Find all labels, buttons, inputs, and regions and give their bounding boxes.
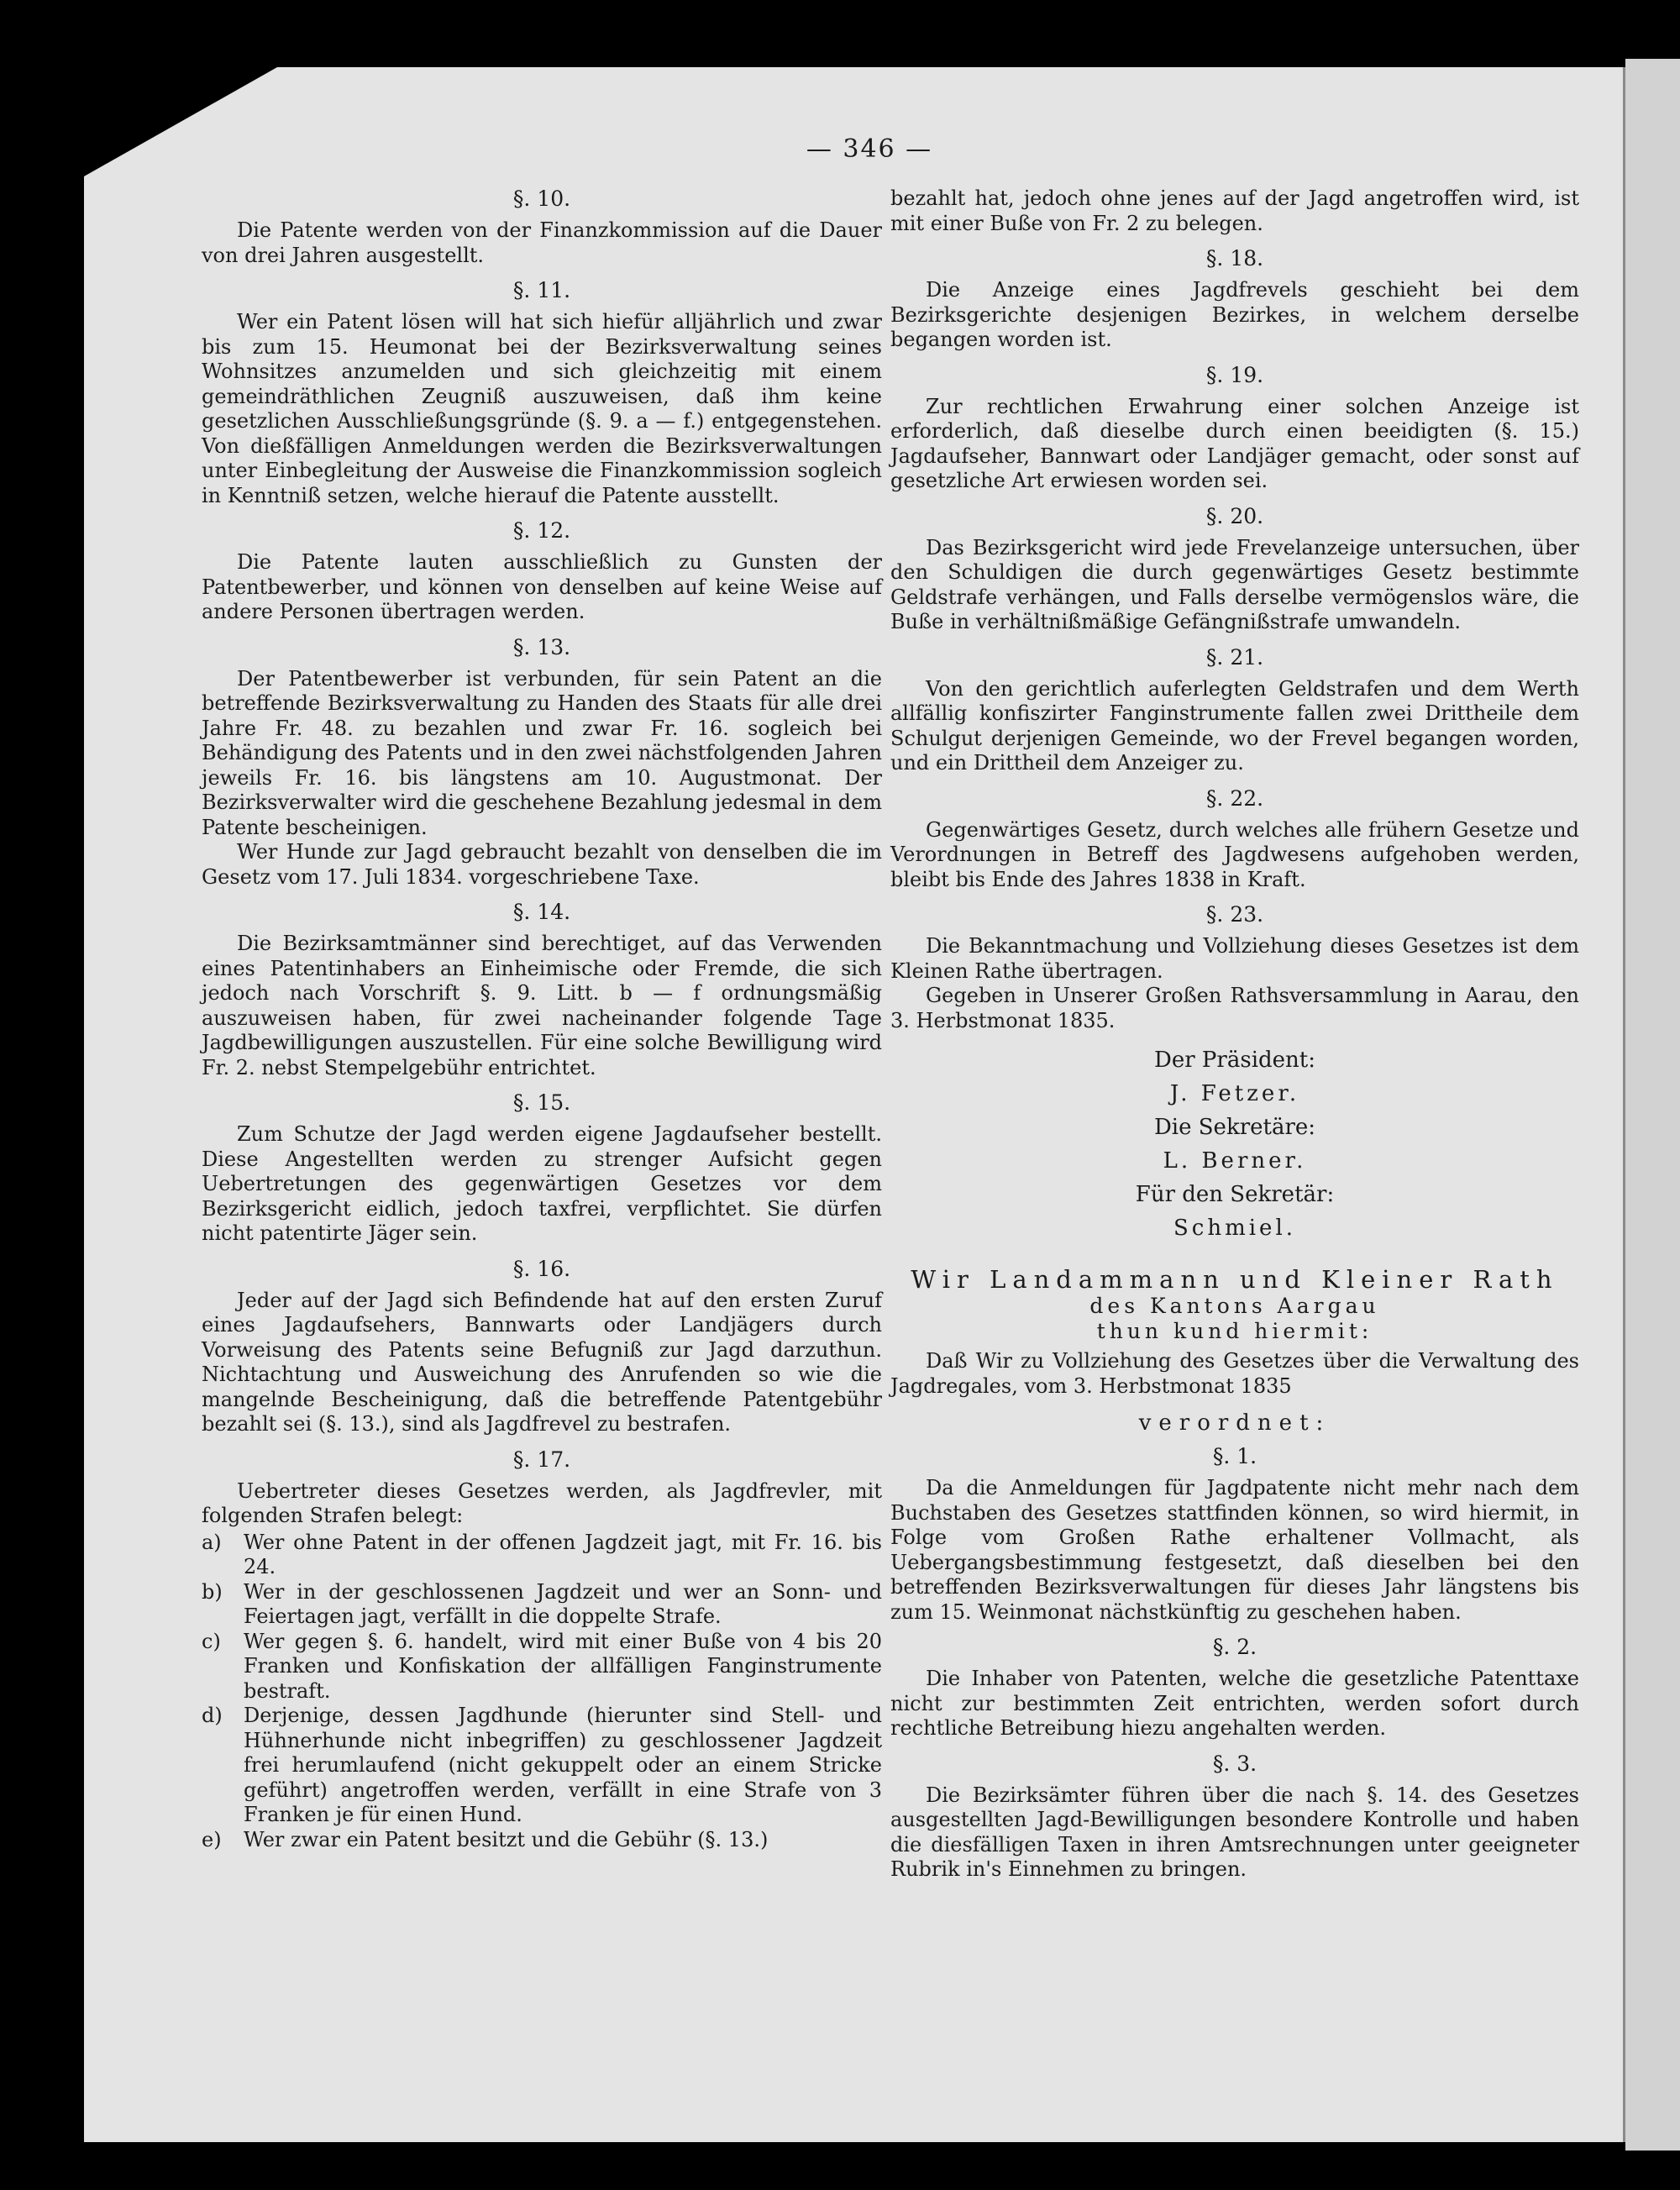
list-item bbox=[202, 1704, 882, 1828]
list-text: Wer ohne Patent in der offenen Jagdzeit jagt, mit Fr. 16. bis 24. bbox=[244, 1530, 882, 1578]
list-text: Wer gegen §. 6. handelt, wird mit einer Buße von 4 bis 20 Franken und Konfiskation der allfälligen Fanginstrumente bestraft. bbox=[244, 1629, 882, 1703]
secretary-name: L. Berner. bbox=[1163, 1148, 1307, 1174]
list-item bbox=[202, 1828, 882, 1853]
list-text: Wer in der geschlossenen Jagdzeit und wer an Sonn- und Feiertagen jagt, verfällt in die doppelte Strafe. bbox=[244, 1579, 882, 1628]
section-heading: §. 2. bbox=[1212, 1635, 1257, 1659]
section-heading: §. 22. bbox=[1205, 785, 1264, 811]
section-text: Zum Schutze der Jagd werden eigene Jagdaufseher bestellt. Diese Angestellten werden zu strenger Aufsicht gegen Uebertretungen des gegenwärtigen Gesetzes vor dem Bezirksgericht eidlich, jedoch taxfrei, verpflichtet. Sie dürfen nicht patentirte Jäger sein. bbox=[202, 1122, 882, 1245]
section-heading: §. 14. bbox=[512, 900, 571, 924]
section-heading: §. 1. bbox=[1212, 1444, 1257, 1468]
given-statement: Gegeben in Unserer Großen Rathsversammlung in Aarau, den 3. Herbstmonat 1835. bbox=[890, 984, 1579, 1032]
section-heading: §. 13. bbox=[512, 634, 571, 659]
for-secretary-name: Schmiel. bbox=[1173, 1216, 1297, 1241]
section-text: Die Patente werden von der Finanzkommission auf die Dauer von drei Jahren ausgestellt. bbox=[202, 218, 882, 267]
section-text: Der Patentbewerber ist verbunden, für sein Patent an die betreffende Bezirksverwaltung zu Handen des Staats für alle drei Jahre Fr. 48. zu bezahlen und zwar Fr. 16. sogleich bei Behändigung des Patents und in den zwei nächstfolgenden Jahren jeweils Fr. 16. bis längstens am 10. Augustmonat. Der Bezirksverwalter wird die geschehene Bezahlung jedesmal in dem Patente bescheinigen. bbox=[202, 666, 882, 839]
list-text: Derjenige, dessen Jagdhunde (hierunter sind Stell- und Hühnerhunde nicht inbegriffen) zu geschlossener Jagdzeit frei herumlaufend (nicht gekuppelt oder an einem Stricke geführt) angetroffen werden, verfällt in eine Strafe von 3 Franken je für einen Hund. bbox=[244, 1704, 882, 1826]
list-label: c) bbox=[202, 1629, 221, 1653]
list-label: a) bbox=[202, 1530, 222, 1554]
list-label: e) bbox=[202, 1827, 222, 1851]
list-label: b) bbox=[202, 1579, 223, 1604]
section-heading: §. 15. bbox=[512, 1090, 571, 1115]
left-column bbox=[202, 186, 882, 1862]
list-label: d) bbox=[202, 1704, 223, 1727]
page-edge-line bbox=[1623, 67, 1625, 2142]
section-text: Uebertreter dieses Gesetzes werden, als Jagdfrevler, mit folgenden Strafen belegt: bbox=[202, 1478, 882, 1527]
section-heading: §. 16. bbox=[512, 1256, 571, 1281]
section-heading: §. 17. bbox=[512, 1447, 571, 1472]
section-text: Das Bezirksgericht wird jede Frevelanzeige untersuchen, über den Schuldigen die durch gegenwärtiges Gesetz bestimmte Geldstrafe verhängen, und Falls derselbe vermögenslos wäre, die Buße in verhältnißmäßige Gefängnißstrafe umwandeln. bbox=[890, 535, 1579, 633]
section-heading: §. 11. bbox=[512, 278, 571, 302]
secretaries-title: Die Sekretäre: bbox=[1153, 1115, 1316, 1140]
section-text: Die Bezirksamtmänner sind berechtiget, auf das Verwenden eines Patentinhabers an Einheimische oder Fremde, die sich jedoch nach Vorschrift §. 9. Litt. b — f ordnungsmäßig auszuweisen haben, für zwei nacheinander folgende Tage Jagdbewilligungen auszustellen. Für eine solche Bewilligung wird Fr. 2. nebst Stempelgebühr entrichtet. bbox=[202, 932, 882, 1079]
decree-subheading: des Kantons Aargau bbox=[1089, 1294, 1380, 1318]
section-text: Wer ein Patent lösen will hat sich hiefür alljährlich und zwar bis zum 15. Heumonat bei der Bezirksverwaltung seines Wohnsitzes anzumelden und sich gleichzeitig mit einem gemeindräthlichen Zeugniß auszuweisen, daß ihm keine gesetzlichen Ausschließungsgründe (§. 9. a — f.) entgegenstehen. Von dießfälligen Anmeldungen werden die Bezirksverwaltungen unter Einbegleitung der Ausweise die Finanzkommission sogleich in Kenntniß setzen, welche hierauf die Patente ausstellt. bbox=[202, 310, 882, 507]
section-text: bezahlt hat, jedoch ohne jenes auf der Jagd angetroffen wird, ist mit einer Buße von Fr. 2 zu belegen. bbox=[890, 186, 1579, 235]
section-heading: §. 10. bbox=[512, 186, 571, 211]
torn-corner bbox=[84, 67, 277, 176]
section-text: Die Anzeige eines Jagdfrevels geschieht bei dem Bezirksgerichte desjenigen Bezirkes, in welchem derselbe begangen worden ist. bbox=[890, 278, 1579, 351]
decree-heading: Wir Landammann und Kleiner Rath bbox=[911, 1265, 1559, 1294]
section-text: Die Inhaber von Patenten, welche die gesetzliche Patenttaxe nicht zur bestimmten Zeit entrichten, werden sofort durch rechtliche Betreibung hiezu angehalten werden. bbox=[890, 1667, 1579, 1740]
list-item bbox=[202, 1531, 882, 1580]
section-heading: §. 3. bbox=[1212, 1751, 1257, 1776]
section-heading: §. 12. bbox=[512, 518, 571, 543]
section-heading: §. 19. bbox=[1205, 362, 1264, 387]
next-page-edge bbox=[1625, 59, 1680, 2151]
section-heading: §. 21. bbox=[1205, 644, 1264, 670]
section-text: Die Patente lauten ausschließlich zu Gunsten der Patentbewerber, und können von denselben auf keine Weise auf andere Personen übertragen werden. bbox=[202, 550, 882, 623]
president-name: J. Fetzer. bbox=[1169, 1081, 1300, 1106]
decree-verordnet: verordnet: bbox=[1138, 1410, 1331, 1436]
section-text: Die Bekanntmachung und Vollziehung dieses Gesetzes ist dem Kleinen Rathe übertragen. bbox=[890, 934, 1579, 983]
page-number: — 346 — bbox=[806, 134, 933, 164]
list-item bbox=[202, 1630, 882, 1704]
decree-subheading: thun kund hiermit: bbox=[1096, 1319, 1373, 1343]
penalty-list bbox=[202, 1531, 882, 1853]
section-text: Wer Hunde zur Jagd gebraucht bezahlt von denselben die im Gesetz vom 17. Juli 1834. vorgeschriebene Taxe. bbox=[202, 840, 882, 889]
section-text: Da die Anmeldungen für Jagdpatente nicht mehr nach dem Buchstaben des Gesetzes stattfinden können, so wird hiermit, in Folge vom Großen Rathe erhaltener Vollmacht, als Uebergangsbestimmung festgesetzt, daß dieselben bei den betreffenden Bezirksverwaltungen für dieses Jahr längstens bis zum 15. Weinmonat nächstkünftig zu geschehen haben. bbox=[890, 1476, 1579, 1624]
section-heading: §. 18. bbox=[1205, 246, 1264, 270]
section-text: Von den gerichtlich auferlegten Geldstrafen und dem Werth allfällig konfiszirter Fanginstrumente fallen zwei Drittheile dem Schulgut derjenigen Gemeinde, wo der Frevel begangen worden, und ein Drittheil dem Anzeiger zu. bbox=[890, 676, 1579, 775]
section-text: Jeder auf der Jagd sich Befindende hat auf den ersten Zuruf eines Jagdaufsehers, Bannwarts oder Landjägers durch Vorweisung des Patents seine Befugniß zur Jagd darzuthun. Nichtachtung und Ausweichung des Anrufenden so wie die mangelnde Bescheinigung, daß die betreffende Patentgebühr bezahlt sei (§. 13.), sind als Jagdfrevel zu bestrafen. bbox=[202, 1288, 882, 1436]
section-text: Zur rechtlichen Erwahrung einer solchen Anzeige ist erforderlich, daß dieselbe durch einen beeidigten (§. 15.) Jagdaufseher, Bannwart oder Landjäger gemacht, oder sonst auf gesetzliche Art erwiesen worden sei. bbox=[890, 394, 1579, 492]
president-title: Der Präsident: bbox=[1154, 1048, 1315, 1073]
section-text: Gegenwärtiges Gesetz, durch welches alle frühern Gesetze und Verordnungen in Betreff des Jagdwesens aufgehoben werden, bleibt bis Ende des Jahres 1838 in Kraft. bbox=[890, 817, 1579, 891]
list-item bbox=[202, 1580, 882, 1630]
for-secretary-title: Für den Sekretär: bbox=[1135, 1182, 1335, 1207]
section-heading: §. 23. bbox=[1205, 902, 1264, 927]
section-heading: §. 20. bbox=[1205, 503, 1264, 528]
list-text: Wer zwar ein Patent besitzt und die Gebühr (§. 13.) bbox=[244, 1827, 769, 1851]
right-column bbox=[890, 186, 1579, 1893]
section-text: Die Bezirksämter führen über die nach §. 14. des Gesetzes ausgestellten Jagd-Bewilligungen besondere Kontrolle und haben die diesfälligen Taxen in ihren Amtsrechnungen unter geeigneter Rubrik in's Einnehmen zu bringen. bbox=[890, 1783, 1579, 1881]
decree-intro: Daß Wir zu Vollziehung des Gesetzes über die Verwaltung des Jagdregales, vom 3. Herbstmonat 1835 bbox=[890, 1349, 1579, 1398]
